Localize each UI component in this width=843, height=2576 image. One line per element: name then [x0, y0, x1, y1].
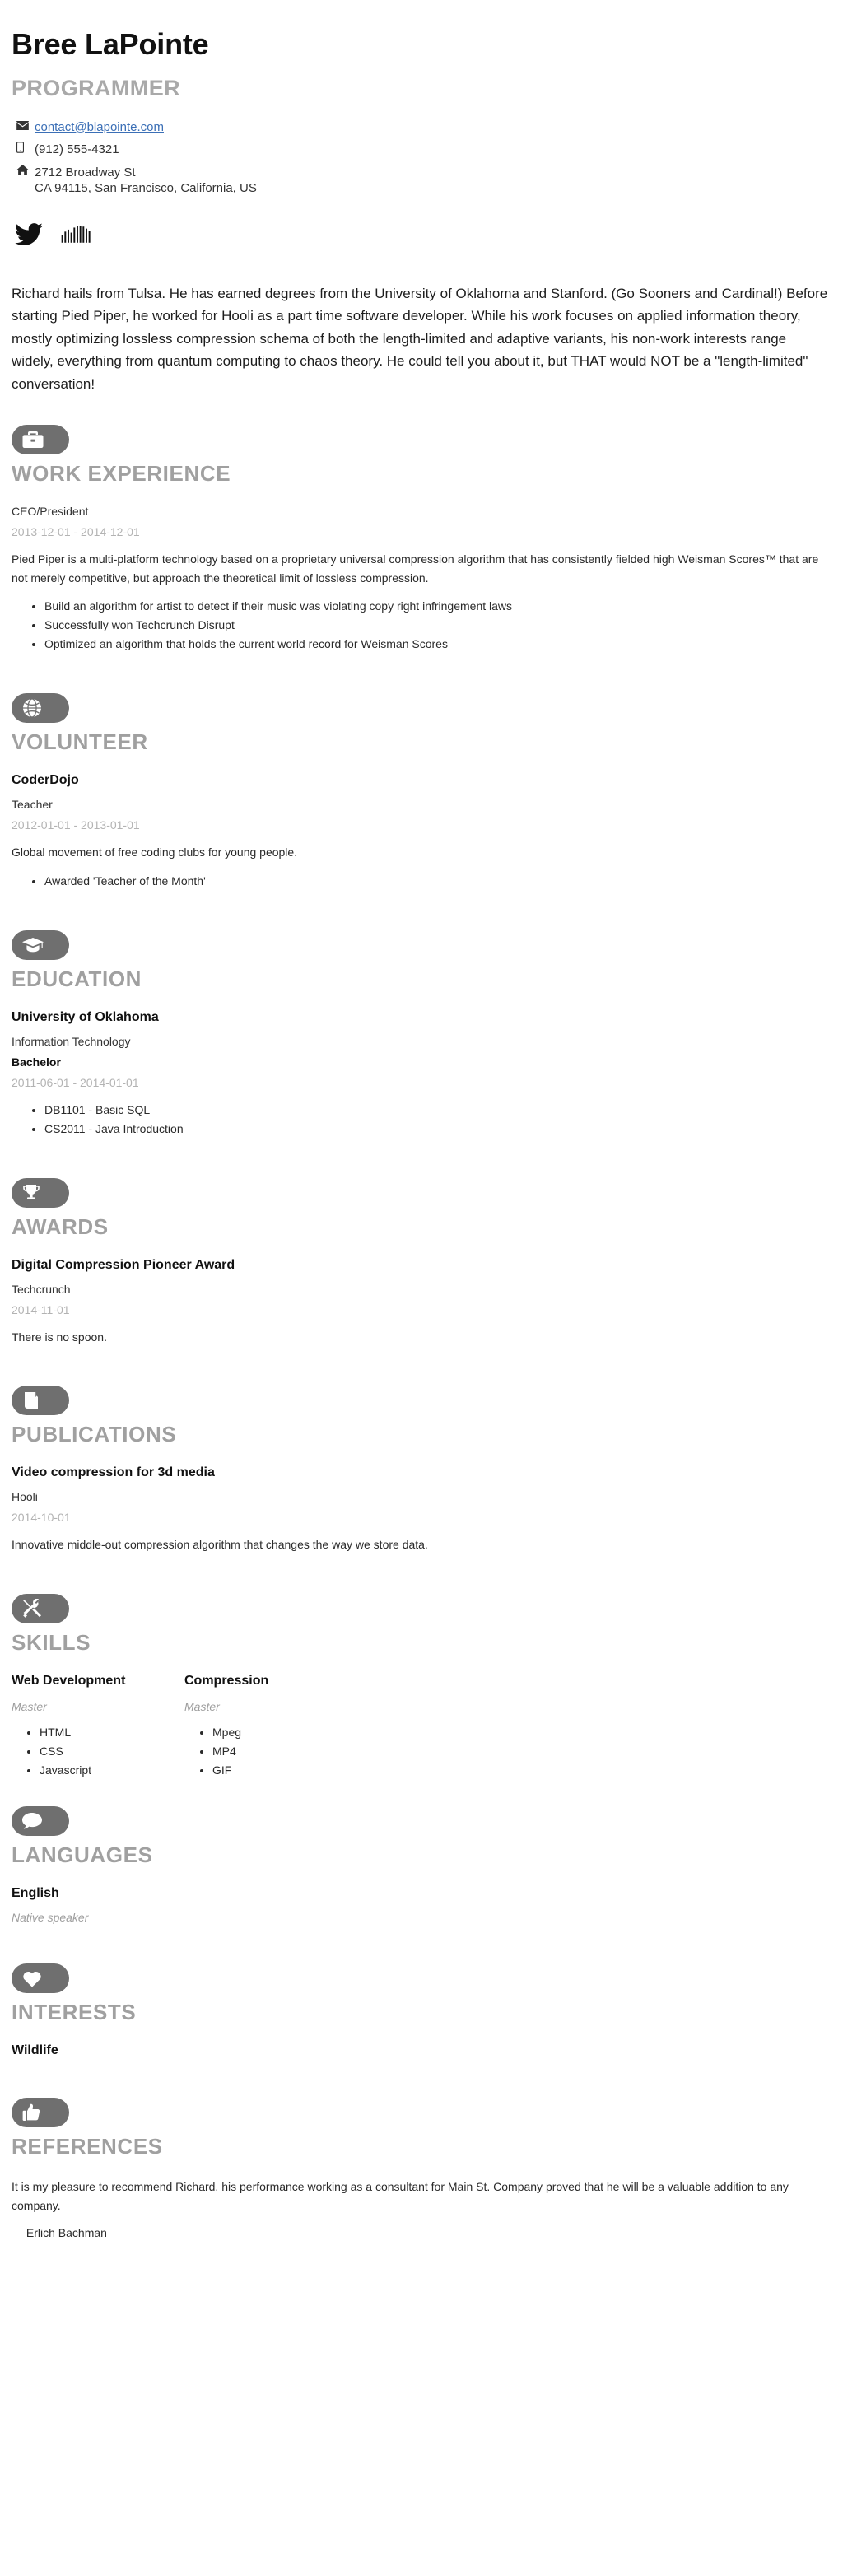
- award-date: 2014-11-01: [12, 1302, 70, 1316]
- volunteer-entry: [12, 773, 831, 890]
- section-references: [12, 2098, 831, 2239]
- list-item: • CSS: [40, 1742, 184, 1761]
- mobile-phone-icon: [12, 142, 35, 157]
- skill-level: Master: [12, 1699, 47, 1713]
- education-entry: [12, 1010, 831, 1139]
- section-skills: [12, 1594, 831, 1780]
- publication-date: 2014-10-01: [12, 1511, 71, 1525]
- section-title-skills: SKILLS: [12, 1629, 91, 1655]
- reference-author: — Erlich Bachman: [12, 2226, 107, 2240]
- award-title: Digital Compression Pioneer Award: [12, 1257, 235, 1272]
- language-fluency: Native speaker: [12, 1911, 89, 1925]
- soundcloud-icon[interactable]: [61, 226, 92, 244]
- section-title-publications: PUBLICATIONS: [12, 1422, 177, 1447]
- section-title-education: EDUCATION: [12, 966, 142, 991]
- list-item: • GIF: [212, 1761, 357, 1780]
- section-title-languages: LANGUAGES: [12, 1842, 153, 1868]
- skill-entry: [184, 1674, 357, 1780]
- volunteer-summary: Global movement of free coding clubs for young people.: [12, 845, 298, 859]
- envelope-icon: [12, 119, 35, 134]
- work-entry: [12, 505, 831, 654]
- section-work: [12, 425, 831, 654]
- work-position: CEO/President: [12, 505, 89, 519]
- publication-name: Video compression for 3d media: [12, 1465, 215, 1480]
- skill-level: Master: [184, 1699, 220, 1713]
- briefcase-icon: [12, 425, 69, 454]
- list-item: • Javascript: [40, 1761, 184, 1780]
- book-icon: [12, 1386, 69, 1415]
- section-title-work: WORK EXPERIENCE: [12, 461, 231, 487]
- list-item: • MP4: [212, 1742, 357, 1761]
- contact-list: [12, 119, 831, 197]
- volunteer-date: 2012-01-01 - 2013-01-01: [12, 818, 140, 832]
- email-link[interactable]: contact@blapointe.com: [35, 119, 164, 134]
- phone-text: (912) 555-4321: [35, 142, 119, 157]
- list-item: • Optimized an algorithm that holds the current world record for Weisman Scores: [44, 635, 831, 654]
- contact-address: [12, 165, 831, 197]
- twitter-icon[interactable]: [15, 223, 43, 246]
- skill-keywords: [184, 1723, 357, 1780]
- comment-icon: [12, 1806, 69, 1836]
- education-area: Information Technology: [12, 1034, 131, 1048]
- award-summary: There is no spoon.: [12, 1330, 107, 1344]
- contact-email: [12, 119, 831, 136]
- section-awards: [12, 1178, 831, 1346]
- globe-icon: [12, 693, 69, 723]
- address-line-1: 2712 Broadway St: [35, 165, 136, 179]
- skill-name: Compression: [184, 1673, 269, 1688]
- reference-entry: [12, 2178, 831, 2239]
- work-summary: Pied Piper is a multi-platform technology based on a proprietary universal compression algorithm that has consistently fielded high Weisman Scores™ that are not merely competitive, but approach the theoretical limit of lossless compression.: [12, 552, 819, 585]
- section-title-interests: INTERESTS: [12, 2000, 137, 2025]
- award-entry: [12, 1258, 831, 1346]
- thumbs-up-icon: [12, 2098, 69, 2127]
- education-institution: University of Oklahoma: [12, 1009, 159, 1024]
- volunteer-position: Teacher: [12, 798, 53, 812]
- list-item: • DB1101 - Basic SQL: [44, 1101, 831, 1120]
- list-item: • HTML: [40, 1723, 184, 1742]
- trophy-icon: [12, 1178, 69, 1208]
- tools-icon: [12, 1594, 69, 1623]
- publication-entry: [12, 1465, 831, 1554]
- skills-grid: [12, 1674, 831, 1780]
- work-highlights: [12, 597, 831, 654]
- list-item: • Successfully won Techcrunch Disrupt: [44, 616, 831, 635]
- education-study-type: Bachelor: [12, 1055, 61, 1069]
- list-item: • Awarded 'Teacher of the Month': [44, 872, 831, 891]
- section-education: [12, 930, 831, 1139]
- list-item: • CS2011 - Java Introduction: [44, 1120, 831, 1139]
- section-languages: [12, 1806, 831, 1924]
- list-item: • Build an algorithm for artist to detect if their music was violating copy right infringement laws: [44, 597, 831, 616]
- interest-name: Wildlife: [12, 2043, 58, 2058]
- award-awarder: Techcrunch: [12, 1282, 71, 1296]
- social-links: [15, 218, 831, 251]
- skill-name: Web Development: [12, 1673, 126, 1688]
- interest-entry: [12, 2043, 831, 2058]
- work-date: 2013-12-01 - 2014-12-01: [12, 525, 140, 539]
- publication-publisher: Hooli: [12, 1490, 38, 1504]
- page-title: Bree LaPointe: [12, 27, 209, 61]
- summary-text: Richard hails from Tulsa. He has earned degrees from the University of Oklahoma and Stanford. (Go Sooners and Cardinal!) Before starting Pied Piper, he worked for Hooli as a part time software developer. While his work focuses on applied information theory, mostly optimizing lossless compression schema of both the length-limited and adaptive variants, his non-work interests range widely, everything from quantum computing to chaos theory. He could tell you about it, but THAT would NOT be a "length-limited" conversation!: [12, 285, 828, 392]
- section-title-references: REFERENCES: [12, 2134, 163, 2159]
- contact-phone: [12, 142, 831, 158]
- language-entry: [12, 1886, 831, 1924]
- volunteer-organization: CoderDojo: [12, 773, 79, 788]
- list-item: • Mpeg: [212, 1723, 357, 1742]
- section-publications: [12, 1386, 831, 1554]
- job-label: PROGRAMMER: [12, 75, 180, 100]
- reference-text: It is my pleasure to recommend Richard, his performance working as a consultant for Main St. Company proved that he will be a valuable addition to any company.: [12, 2180, 789, 2212]
- section-interests: [12, 1963, 831, 2058]
- skill-keywords: [12, 1723, 184, 1780]
- home-icon: [12, 165, 35, 179]
- education-courses: [12, 1101, 831, 1139]
- volunteer-highlights: [12, 872, 831, 891]
- education-date: 2011-06-01 - 2014-01-01: [12, 1075, 139, 1089]
- section-title-awards: AWARDS: [12, 1213, 109, 1239]
- skill-entry: [12, 1674, 184, 1780]
- address-line-2: CA 94115, San Francisco, California, US: [35, 181, 257, 196]
- section-volunteer: [12, 693, 831, 890]
- publication-summary: Innovative middle-out compression algorithm that changes the way we store data.: [12, 1538, 428, 1552]
- language-name: English: [12, 1886, 59, 1901]
- section-title-volunteer: VOLUNTEER: [12, 729, 148, 755]
- graduation-cap-icon: [12, 930, 69, 960]
- heart-icon: [12, 1963, 69, 1993]
